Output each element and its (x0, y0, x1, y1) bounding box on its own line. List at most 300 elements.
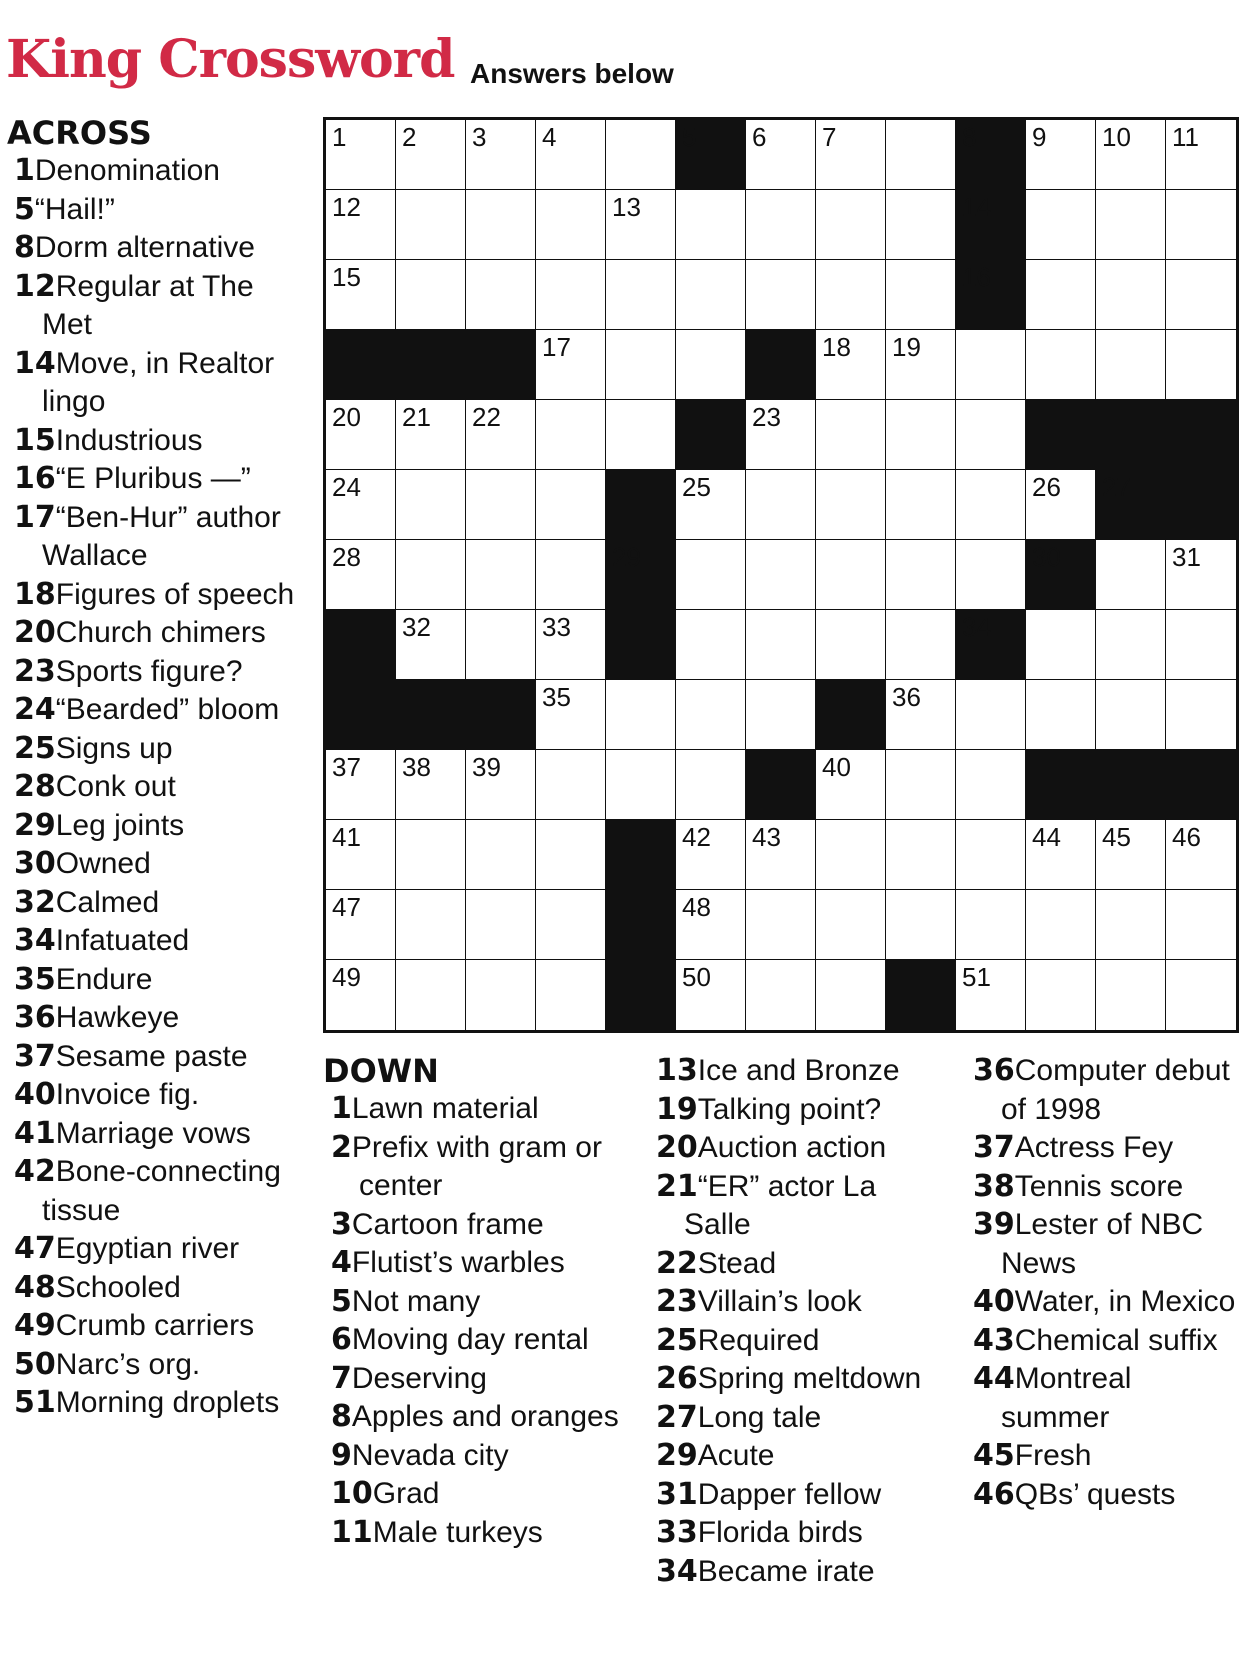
grid-square[interactable] (536, 820, 606, 890)
grid-square[interactable] (816, 610, 886, 680)
grid-number: 46 (1172, 822, 1201, 852)
clue-number: 25 (14, 730, 56, 766)
clue-number: 24 (14, 692, 56, 727)
grid-square[interactable] (816, 750, 886, 820)
grid-square[interactable] (326, 540, 396, 610)
grid-number: 47 (332, 892, 361, 922)
clue-number: 1 (14, 153, 35, 188)
across-clue-12 (7, 268, 307, 345)
clue-text: Industrious (55, 423, 203, 457)
across-clue-list (7, 152, 307, 1423)
clue-number: 49 (14, 1308, 56, 1343)
grid-square[interactable] (466, 260, 536, 330)
grid-block (1166, 750, 1236, 820)
grid-number: 4 (542, 122, 557, 152)
grid-number: 39 (472, 752, 501, 782)
page-title: King Crossword (6, 29, 455, 90)
grid-square[interactable] (676, 190, 746, 260)
grid-number: 16 (962, 262, 991, 292)
grid-square[interactable] (1166, 680, 1236, 750)
across-clue-35 (7, 961, 307, 1000)
grid-number: 20 (332, 402, 361, 432)
grid-number: 45 (1102, 822, 1131, 852)
grid-square[interactable] (816, 260, 886, 330)
clue-number: 7 (331, 1360, 352, 1396)
clue-number: 48 (14, 1269, 56, 1305)
grid-square[interactable] (676, 260, 746, 330)
grid-square[interactable] (536, 120, 606, 190)
clue-number: 14 (14, 345, 56, 381)
grid-number: 19 (892, 332, 921, 362)
grid-square[interactable] (746, 120, 816, 190)
clue-text: Actress Fey (1014, 1131, 1174, 1164)
across-clue-15 (7, 422, 307, 461)
grid-square[interactable] (746, 960, 816, 1030)
down-heading: DOWN (323, 1052, 439, 1090)
clue-text: Egyptian river (55, 1232, 240, 1265)
grid-square[interactable] (676, 820, 746, 890)
grid-square[interactable] (676, 750, 746, 820)
clue-text: Schooled (55, 1270, 181, 1304)
down-clue-31 (648, 1476, 948, 1515)
grid-square[interactable] (1096, 820, 1166, 890)
across-clue-17 (7, 499, 307, 576)
answers-note: Answers below (470, 58, 674, 89)
grid-square[interactable] (956, 470, 1026, 540)
down-clue-11 (323, 1514, 623, 1553)
across-clue-28 (7, 768, 307, 807)
down-clue-39 (965, 1206, 1245, 1283)
down-clue-7 (323, 1360, 623, 1399)
clue-number: 50 (14, 1346, 56, 1382)
grid-square[interactable] (466, 400, 536, 470)
grid-square[interactable] (676, 610, 746, 680)
grid-square[interactable] (396, 120, 466, 190)
across-heading: ACROSS (7, 114, 152, 152)
grid-square[interactable] (536, 540, 606, 610)
grid-number: 35 (542, 682, 571, 712)
grid-square[interactable] (326, 260, 396, 330)
grid-square[interactable] (396, 470, 466, 540)
clue-text: Lester of NBC News (1001, 1208, 1204, 1280)
grid-square[interactable] (956, 960, 1026, 1030)
grid-square[interactable] (1166, 120, 1236, 190)
across-clues (7, 114, 307, 1423)
clue-number: 44 (973, 1361, 1015, 1396)
grid-square[interactable] (1166, 890, 1236, 960)
down-clue-1 (323, 1090, 623, 1129)
grid-square[interactable] (326, 960, 396, 1030)
grid-square[interactable] (326, 190, 396, 260)
grid-square[interactable] (676, 680, 746, 750)
clue-text: Sports figure? (55, 654, 243, 688)
grid-square[interactable] (1096, 330, 1166, 400)
grid-square[interactable] (606, 260, 676, 330)
grid-square[interactable] (886, 260, 956, 330)
clue-text: “Bearded” bloom (55, 693, 280, 726)
clue-text: Fresh (1014, 1439, 1092, 1472)
grid-square[interactable] (1026, 610, 1096, 680)
clue-text: Villain’s look (697, 1285, 862, 1318)
grid-square[interactable] (816, 540, 886, 610)
grid-square[interactable] (396, 540, 466, 610)
down-clue-22 (648, 1245, 948, 1284)
clue-text: Hawkeye (55, 1001, 180, 1034)
clue-text: Morning droplets (55, 1386, 280, 1419)
grid-square[interactable] (466, 190, 536, 260)
grid-number: 21 (402, 402, 431, 432)
down-clue-6 (323, 1321, 623, 1360)
clue-text: Move, in Realtor lingo (42, 346, 275, 418)
down-clue-37 (965, 1129, 1245, 1168)
clue-number: 33 (656, 1515, 698, 1550)
grid-square[interactable] (466, 470, 536, 540)
grid-square[interactable] (1096, 680, 1166, 750)
clue-number: 6 (331, 1322, 352, 1357)
grid-square[interactable] (536, 470, 606, 540)
grid-square[interactable] (746, 820, 816, 890)
down-clue-43 (965, 1322, 1245, 1361)
across-clue-8 (7, 229, 307, 268)
grid-block (396, 680, 466, 750)
grid-number: 12 (332, 192, 361, 222)
grid-number: 31 (1172, 542, 1201, 572)
grid-square[interactable] (606, 190, 676, 260)
grid-square[interactable] (956, 890, 1026, 960)
grid-number: 32 (402, 612, 431, 642)
grid-square[interactable] (816, 890, 886, 960)
across-clue-51 (7, 1384, 307, 1423)
grid-square[interactable] (536, 330, 606, 400)
across-clue-30 (7, 845, 307, 884)
clue-number: 51 (14, 1385, 56, 1420)
grid-square[interactable] (1166, 330, 1236, 400)
grid-square[interactable] (816, 330, 886, 400)
grid-square[interactable] (1166, 820, 1236, 890)
clue-text: Conk out (55, 770, 176, 803)
grid-block (956, 610, 1026, 680)
grid-square[interactable] (606, 330, 676, 400)
grid-square[interactable] (816, 820, 886, 890)
grid-number: 43 (752, 822, 781, 852)
grid-square[interactable] (326, 820, 396, 890)
across-clue-36 (7, 999, 307, 1038)
clue-number: 40 (14, 1077, 56, 1112)
clue-number: 23 (656, 1284, 698, 1319)
grid-square[interactable] (1096, 610, 1166, 680)
grid-square[interactable] (956, 330, 1026, 400)
grid-square[interactable] (1026, 890, 1096, 960)
grid-square[interactable] (956, 750, 1026, 820)
clue-text: Nevada city (351, 1438, 509, 1472)
grid-square[interactable] (746, 540, 816, 610)
grid-square[interactable] (1166, 610, 1236, 680)
clue-number: 45 (973, 1438, 1015, 1473)
grid-square[interactable] (1166, 540, 1236, 610)
grid-square[interactable] (466, 820, 536, 890)
grid-square[interactable] (1096, 190, 1166, 260)
grid-block (956, 260, 1026, 330)
grid-number: 3 (472, 122, 487, 152)
clue-text: Figures of speech (55, 577, 295, 611)
grid-square[interactable] (886, 330, 956, 400)
grid-square[interactable] (326, 470, 396, 540)
grid-square[interactable] (396, 820, 466, 890)
clue-text: Acute (697, 1439, 775, 1472)
grid-square[interactable] (676, 960, 746, 1030)
grid-square[interactable] (886, 540, 956, 610)
down-clue-29 (648, 1437, 948, 1476)
grid-square[interactable] (1096, 120, 1166, 190)
down-clue-23 (648, 1283, 948, 1322)
grid-square[interactable] (956, 400, 1026, 470)
grid-square[interactable] (676, 890, 746, 960)
across-clue-29 (7, 807, 307, 846)
grid-square[interactable] (606, 120, 676, 190)
grid-square[interactable] (1026, 190, 1096, 260)
grid-block (816, 680, 886, 750)
grid-square[interactable] (536, 890, 606, 960)
grid-square[interactable] (1166, 260, 1236, 330)
grid-square[interactable] (606, 750, 676, 820)
grid-number: 38 (402, 752, 431, 782)
clue-number: 1 (331, 1091, 352, 1126)
clue-text: Montreal summer (1001, 1362, 1132, 1434)
grid-square[interactable] (1026, 470, 1096, 540)
down-clue-10 (323, 1475, 623, 1514)
grid-number: 17 (542, 332, 571, 362)
grid-square[interactable] (1026, 330, 1096, 400)
grid-square[interactable] (816, 400, 886, 470)
grid-number: 30 (1032, 542, 1061, 572)
grid-square[interactable] (816, 470, 886, 540)
grid-square[interactable] (676, 470, 746, 540)
grid-square[interactable] (1166, 190, 1236, 260)
grid-square[interactable] (466, 960, 536, 1030)
clue-text: Regular at The Met (42, 269, 254, 341)
grid-square[interactable] (746, 190, 816, 260)
grid-square[interactable] (1026, 120, 1096, 190)
grid-number: 7 (822, 122, 837, 152)
clue-text: Grad (372, 1477, 440, 1510)
grid-number: 18 (822, 332, 851, 362)
grid-block (1026, 400, 1096, 470)
grid-square[interactable] (816, 120, 886, 190)
grid-square[interactable] (886, 470, 956, 540)
grid-square[interactable] (886, 820, 956, 890)
clue-text: Dorm alternative (34, 231, 255, 264)
grid-square[interactable] (536, 400, 606, 470)
grid-square[interactable] (396, 260, 466, 330)
grid-square[interactable] (676, 540, 746, 610)
grid-square[interactable] (396, 890, 466, 960)
across-clue-1 (7, 152, 307, 191)
clue-text: Flutist’s warbles (351, 1246, 565, 1279)
grid-square[interactable] (1096, 890, 1166, 960)
grid-square[interactable] (396, 750, 466, 820)
grid-block (1166, 400, 1236, 470)
across-clue-49 (7, 1307, 307, 1346)
clue-number: 22 (656, 1245, 698, 1281)
grid-square[interactable] (606, 400, 676, 470)
clue-text: Endure (55, 962, 153, 996)
grid-square[interactable] (1026, 680, 1096, 750)
down-clue-list-3 (965, 1052, 1245, 1514)
clue-number: 41 (14, 1115, 56, 1151)
grid-number: 23 (752, 402, 781, 432)
clue-number: 34 (656, 1553, 698, 1589)
down-clue-38 (965, 1168, 1245, 1207)
down-clue-4 (323, 1244, 623, 1283)
grid-block (606, 820, 676, 890)
clue-text: Leg joints (55, 808, 185, 842)
grid-square[interactable] (536, 190, 606, 260)
down-clue-3 (323, 1206, 623, 1245)
grid-square[interactable] (466, 120, 536, 190)
clue-text: Signs up (55, 731, 173, 765)
grid-square[interactable] (676, 330, 746, 400)
grid-square[interactable] (466, 750, 536, 820)
grid-block (466, 680, 536, 750)
clue-text: Moving day rental (351, 1323, 589, 1356)
down-clue-25 (648, 1322, 948, 1361)
clue-text: Stead (697, 1246, 777, 1280)
clue-number: 12 (14, 268, 56, 304)
grid-square[interactable] (396, 960, 466, 1030)
grid-block (956, 120, 1026, 190)
grid-square[interactable] (816, 960, 886, 1030)
clue-number: 16 (14, 461, 56, 496)
grid-square[interactable] (956, 680, 1026, 750)
grid-square[interactable] (1026, 960, 1096, 1030)
clue-number: 34 (14, 923, 56, 958)
grid-number: 27 (1102, 472, 1131, 502)
grid-square[interactable] (886, 610, 956, 680)
clue-text: Infatuated (55, 924, 190, 957)
grid-square[interactable] (1166, 960, 1236, 1030)
clue-number: 37 (973, 1130, 1015, 1165)
grid-square[interactable] (326, 890, 396, 960)
grid-number: 48 (682, 892, 711, 922)
grid-square[interactable] (536, 680, 606, 750)
down-clue-27 (648, 1399, 948, 1438)
clue-number: 21 (656, 1168, 698, 1204)
grid-square[interactable] (746, 610, 816, 680)
grid-square[interactable] (886, 400, 956, 470)
grid-square[interactable] (466, 610, 536, 680)
grid-number: 44 (1032, 822, 1061, 852)
grid-number: 1 (332, 122, 347, 152)
grid-square[interactable] (886, 120, 956, 190)
clue-text: Ice and Bronze (697, 1054, 900, 1087)
grid-square[interactable] (606, 680, 676, 750)
clue-number: 36 (973, 1053, 1015, 1088)
grid-square[interactable] (536, 750, 606, 820)
grid-square[interactable] (1026, 820, 1096, 890)
grid-square[interactable] (396, 400, 466, 470)
grid-number: 10 (1102, 122, 1131, 152)
grid-square[interactable] (536, 610, 606, 680)
clue-number: 37 (14, 1038, 56, 1074)
grid-square[interactable] (956, 540, 1026, 610)
grid-square[interactable] (536, 260, 606, 330)
down-clue-5 (323, 1283, 623, 1322)
clue-text: “ER” actor La Salle (684, 1169, 877, 1241)
across-clue-5 (7, 191, 307, 230)
clue-text: Church chimers (55, 616, 266, 649)
grid-block (606, 540, 676, 610)
across-clue-32 (7, 884, 307, 923)
grid-square[interactable] (396, 610, 466, 680)
across-clue-50 (7, 1346, 307, 1385)
grid-square[interactable] (326, 400, 396, 470)
clue-number: 32 (14, 884, 56, 920)
grid-square[interactable] (1096, 260, 1166, 330)
down-clue-45 (965, 1437, 1245, 1476)
clue-text: Chemical suffix (1014, 1323, 1218, 1357)
grid-square[interactable] (816, 190, 886, 260)
grid-square[interactable] (1096, 540, 1166, 610)
grid-square[interactable] (886, 890, 956, 960)
clue-number: 29 (14, 807, 56, 843)
down-clue-13 (648, 1052, 948, 1091)
clue-text: Dapper fellow (697, 1477, 882, 1511)
clue-number: 31 (656, 1476, 698, 1512)
down-clue-44 (965, 1360, 1245, 1437)
clue-number: 42 (14, 1154, 56, 1189)
grid-number: 50 (682, 962, 711, 992)
down-clue-33 (648, 1514, 948, 1553)
across-clue-40 (7, 1076, 307, 1115)
grid-square[interactable] (466, 540, 536, 610)
grid-square[interactable] (1096, 960, 1166, 1030)
down-clue-9 (323, 1437, 623, 1476)
grid-square[interactable] (466, 890, 536, 960)
clue-text: Invoice fig. (55, 1078, 200, 1111)
grid-square[interactable] (326, 750, 396, 820)
grid-square[interactable] (746, 260, 816, 330)
grid-square[interactable] (746, 890, 816, 960)
grid-square[interactable] (396, 190, 466, 260)
grid-block (396, 330, 466, 400)
clue-number: 8 (14, 230, 35, 265)
across-clue-16 (7, 460, 307, 499)
grid-square[interactable] (746, 470, 816, 540)
down-clues-column-2 (648, 1052, 948, 1591)
grid-square[interactable] (746, 400, 816, 470)
grid-square[interactable] (536, 960, 606, 1030)
grid-square[interactable] (746, 680, 816, 750)
grid-square[interactable] (886, 750, 956, 820)
grid-square[interactable] (886, 190, 956, 260)
clue-text: “E Pluribus —” (55, 462, 251, 495)
across-clue-24 (7, 691, 307, 730)
grid-square[interactable] (956, 820, 1026, 890)
grid-block (1096, 750, 1166, 820)
clue-number: 29 (656, 1438, 698, 1473)
grid-number: 8 (962, 122, 977, 152)
grid-square[interactable] (326, 120, 396, 190)
clue-text: Apples and oranges (351, 1400, 619, 1433)
clue-number: 11 (331, 1514, 373, 1550)
grid-square[interactable] (1026, 260, 1096, 330)
clue-number: 36 (14, 1000, 56, 1035)
grid-number: 22 (472, 402, 501, 432)
grid-block (1026, 750, 1096, 820)
down-clue-40 (965, 1283, 1245, 1322)
grid-square[interactable] (886, 680, 956, 750)
clue-number: 25 (656, 1322, 698, 1358)
